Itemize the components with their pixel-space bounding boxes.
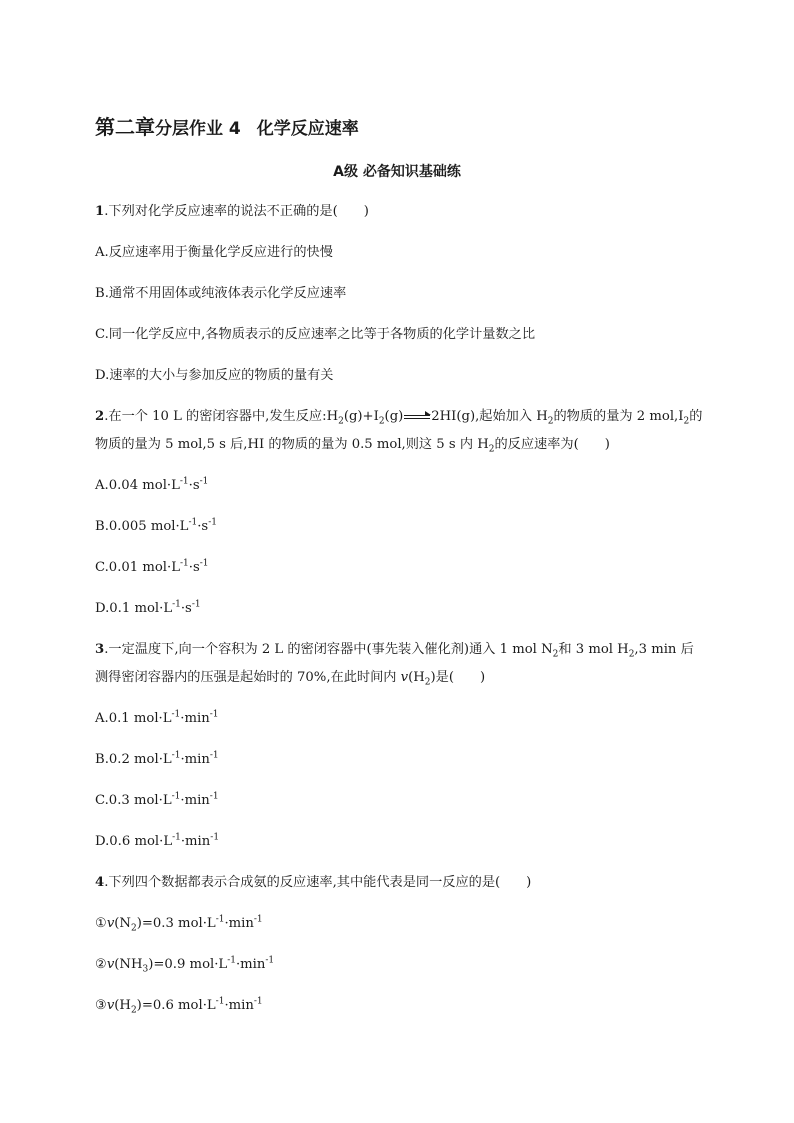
question-3-stem-line2: 测得密闭容器内的压强是起始时的 70%,在此时间内 $v(H_2)$是( ) xyxy=(95,670,486,688)
q4-item-1: $①v(N_2)=0.3$ $mol\cdot L^{-1}\cdot\min^{-1}$ xyxy=(95,914,263,934)
q2-option-b: B.0.005 $mol\cdot L^{-1}\cdot s^{-1}$ xyxy=(95,517,217,534)
q4-item-2: $②v(NH_3)=0.9$ $mol\cdot L^{-1}\cdot\min^{-1}$ xyxy=(95,955,275,975)
q3-option-b: B.0.2 $mol\cdot L^{-1}\cdot\min^{-1}$ xyxy=(95,750,219,767)
section-heading: A级 必备知识基础练 xyxy=(333,164,461,180)
q1-option-a: A.反应速率用于衡量化学反应进行的快慢 xyxy=(95,245,333,260)
chapter-label: 第二章 xyxy=(95,115,155,139)
question-2-stem-line1: 2.在一个 10 L 的密闭容器中,发生反应$:H_2(g)+I_2(g)$ 2HI(g),起始加入 $H_2$的物质的量为 2 $mol,I_2$的 xyxy=(95,409,703,427)
question-2-stem-line2: 物质的量为 5 mol,5 s 后,HI 的物质的量为 0.5 mol,则这 5 s 内 $H_2$的反应速率为( ) xyxy=(95,437,610,455)
q3-option-d: D.0.6 $mol\cdot L^{-1}\cdot\min^{-1}$ xyxy=(95,832,220,849)
q1-option-d: D.速率的大小与参加反应的物质的量有关 xyxy=(95,368,334,383)
q1-option-c: C.同一化学反应中,各物质表示的反应速率之比等于各物质的化学计量数之比 xyxy=(95,327,536,342)
question-1-stem: 1.下列对化学反应速率的说法不正确的是( ) xyxy=(95,204,369,219)
q2-option-a: A.0.04 $mol\cdot L^{-1}\cdot s^{-1}$ xyxy=(95,476,209,493)
q2-option-d: D.0.1 $mol\cdot L^{-1}\cdot s^{-1}$ xyxy=(95,599,201,616)
q3-option-c: C.0.3 $mol\cdot L^{-1}\cdot\min^{-1}$ xyxy=(95,791,219,808)
q2-option-c: C.0.01 $mol\cdot L^{-1}\cdot s^{-1}$ xyxy=(95,558,209,575)
question-3-stem-line1: 3.一定温度下,向一个容积为 2 L 的密闭容器中(事先装入催化剂)通入 1 mol $N_2$和 3 mol $H_2,3$ min 后 xyxy=(95,642,694,660)
question-4-stem: 4.下列四个数据都表示合成氨的反应速率,其中能代表是同一反应的是( ) xyxy=(95,875,532,890)
q1-option-b: B.通常不用固体或纯液体表示化学反应速率 xyxy=(95,286,347,301)
q4-item-3: $③v(H_2)=0.6$ $mol\cdot L^{-1}\cdot\min^{-1}$ xyxy=(95,996,263,1016)
equilibrium-arrow-icon xyxy=(404,415,430,419)
topic-label: 化学反应速率 xyxy=(256,119,359,139)
page-title xyxy=(95,111,359,140)
q3-option-a: A.0.1 $mol\cdot L^{-1}\cdot\min^{-1}$ xyxy=(95,709,219,726)
assignment-label: 分层作业 4 xyxy=(155,119,241,139)
